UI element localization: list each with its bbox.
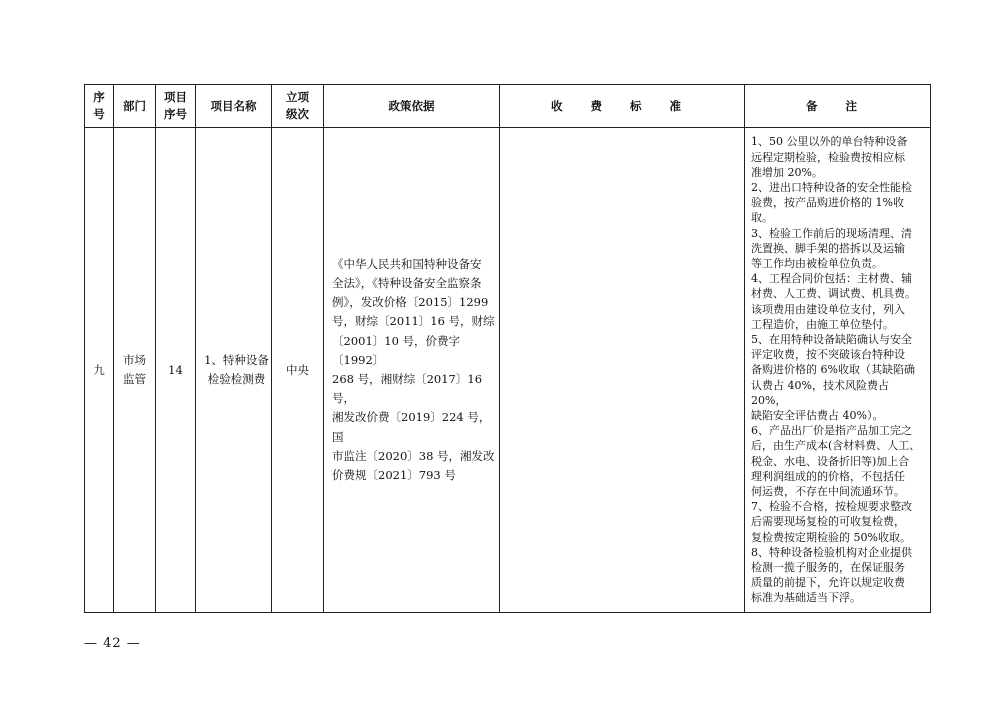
remark-item: 4、工程合同价包括：主材费、辅 材费、人工费、调试费、机具费。 该项费用由建设单位支付，列入 工程造价，由施工单位垫付。 [751, 272, 916, 331]
remark-item: 6、产品出厂价是指产品加工完之 后，由生产成本(含材料费、人工、 税金、水电、设备折旧等)加上合 理利润组成的的价格，不包括任 何运费，不存在中间流通环节。 [751, 424, 921, 499]
header-department: 部门 [114, 85, 156, 128]
header-level: 立项 级次 [272, 85, 324, 128]
remark-item: 3、检验工作前后的现场清理、清 洗置换、脚手架的搭拆以及运输 等工作均由被检单位负责。 [751, 226, 912, 270]
header-fee-standard: 收 费 标 准 [500, 85, 745, 128]
remark-item: 7、检验不合格，按检规要求整改 后需要现场复检的可收复检费， 复检费按定期检验的 50%收取。 [751, 500, 912, 544]
cell-policy-basis: 《中华人民共和国特种设备安 全法》，《特种设备安全监察条 例》，发改价格〔2015〕1299 号，财综〔2011〕16 号，财综 〔2001〕10 号，价费字〔1992〕 268 号，湘财综〔2017〕16 号， 湘发改价费〔2019〕224 号，国 市监注〔2020〕38 号，湘发改 价费规〔2021〕793 号 [324, 128, 500, 613]
fee-standard-table [84, 84, 931, 613]
header-item-seq: 项目 序号 [156, 85, 196, 128]
remark-item: 1、50 公里以外的单台特种设备 远程定期检验，检验费按相应标 准增加 20%。 [751, 135, 908, 179]
cell-seq: 九 [85, 128, 114, 613]
cell-item-name: 1、特种设备 检验检测费 [196, 128, 272, 613]
cell-department: 市场 监管 [114, 128, 156, 613]
table-row [85, 128, 931, 613]
cell-remarks [745, 128, 931, 613]
remark-item: 2、进出口特种设备的安全性能检 验费，按产品购进价格的 1%收取。 [751, 180, 912, 225]
cell-level: 中央 [272, 128, 324, 613]
remark-item: 5、在用特种设备缺陷确认与安全 评定收费，按不突破该台特种设 备购进价格的 6%收取（其缺陷确 认费占 40%，技术风险费占 20%， 缺陷安全评估费占 40%）。 [751, 332, 915, 422]
remarks-list [745, 134, 930, 605]
page-number: — 42 — [84, 636, 141, 651]
cell-fee-standard [500, 128, 745, 613]
header-policy-basis: 政策依据 [324, 85, 500, 128]
header-item-name: 项目名称 [196, 85, 272, 128]
cell-item-seq: 14 [156, 128, 196, 613]
remark-item: 8、特种设备检验机构对企业提供 检测一揽子服务的，在保证服务 质量的前提下，允许以规定收费 标准为基础适当下浮。 [751, 545, 912, 605]
header-seq: 序 号 [85, 85, 114, 128]
header-remarks: 备 注 [745, 85, 931, 128]
table-header-row [85, 85, 931, 128]
